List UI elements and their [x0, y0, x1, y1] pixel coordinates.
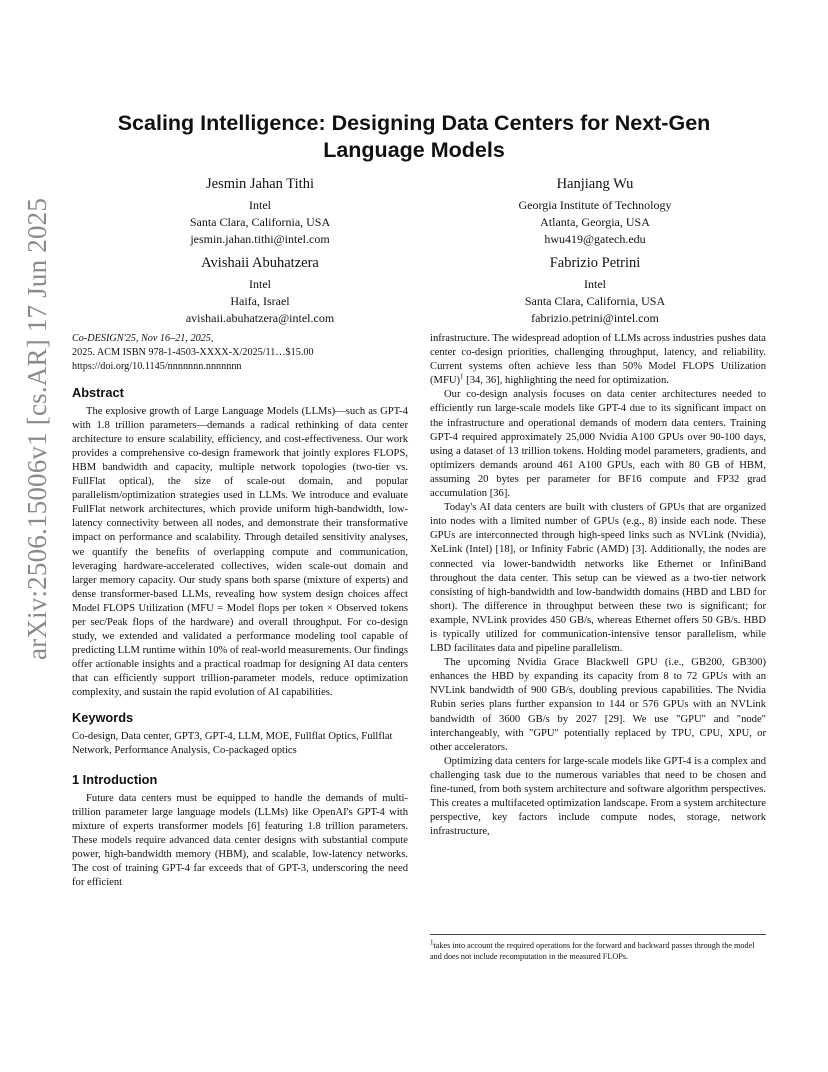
- author-name: Fabrizio Petrini: [549, 255, 641, 271]
- author-affiliation: Georgia Institute of Technology: [518, 198, 672, 212]
- author-affiliation: Intel: [584, 277, 606, 291]
- intro-paragraph: The upcoming Nvidia Grace Blackwell GPU (i.e., GB200, GB300) enhances the HBD by expanding its capacity from 8 to 72 GPUs with an NVLink bandwidth of 900 GB/s, doubling previous capabilities. The Nvidia Rubin series plans further expansion to 144 or 576 GPUs with an NVLink bandwidth of 3600 GB/s by 2027 [29]. We use "GPU" and "node" interchangeably, with "GPU" potentially replaced by TPU, CPU, XPU, or other accelerators.: [430, 657, 766, 753]
- intro-paragraph: [430, 332, 766, 388]
- author-block: [465, 254, 725, 327]
- paragraph-text: infrastructure. The widespread adoption of LLMs across industries pushes data center co-design priorities, challenging throughput, latency, and reliability. Current systems often achieve less than 50% Model FLOPS Utilization (MFU): [430, 333, 766, 387]
- paper-title: Scaling Intelligence: Designing Data Centers for Next-Gen Language Models: [117, 111, 711, 162]
- intro-paragraph: Optimizing data centers for large-scale models like GPT-4 is a complex and challenging task due to the numerous variables that need to be chosen and fine-tuned, from both system architecture and software algorithm perspectives. This creates a multifaceted optimization landscape. From a system architecture perspective, key factors include compute nodes, storage, network infrastructure,: [430, 755, 766, 838]
- arxiv-identifier: arXiv:2506.15006v1 [cs.AR] 17 Jun 2025: [22, 197, 52, 660]
- author-block: [130, 254, 390, 327]
- author-location: Santa Clara, California, USA: [524, 294, 666, 308]
- keywords-text: Co-design, Data center, GPT3, GPT-4, LLM, MOE, Fullflat Optics, Fullflat Network, Performance Analysis, Co-packaged optics: [72, 730, 393, 756]
- paragraph-text: [34, 36], highlighting the need for optimization.: [463, 375, 669, 387]
- conference-doi[interactable]: https://doi.org/10.1145/nnnnnnn.nnnnnnn: [72, 361, 242, 373]
- abstract-heading: Abstract: [72, 384, 124, 400]
- author-affiliation: Intel: [249, 277, 271, 291]
- footnote: [430, 934, 766, 962]
- intro-paragraph: Our co-design analysis focuses on data center architectures needed to efficiently run large-scale models like GPT-4 due to its significant impact on the infrastructure and operational demands of modern data centers. Training GPT-4 required approximately 25,000 Nvidia A100 GPUs over 90-100 days, using a dataset of 13 trillion tokens. Holding model parameters, gradients, and optimizers demands around 461 A100 GPUs, each with 80 GB of HBM, assuming 20 bytes per parameter for BF16 compute and FP32 grad accumulation [36].: [430, 389, 766, 500]
- author-affiliation: Intel: [249, 198, 271, 212]
- conference-venue: Co-DESIGN'25, Nov 16–21, 2025,: [72, 333, 214, 344]
- author-name: Avishaii Abuhatzera: [201, 255, 319, 271]
- author-location: Haifa, Israel: [230, 294, 290, 308]
- introduction-heading: 1 Introduction: [72, 771, 158, 787]
- author-email[interactable]: jesmin.jahan.tithi@intel.com: [190, 232, 330, 246]
- conference-isbn: 2025. ACM ISBN 978-1-4503-XXXX-X/2025/11…$15.00: [72, 347, 314, 359]
- author-name: Hanjiang Wu: [556, 176, 634, 192]
- conference-info: [72, 332, 408, 375]
- left-column: [72, 332, 408, 890]
- author-email[interactable]: avishaii.abuhatzera@intel.com: [185, 311, 335, 325]
- author-block: [130, 175, 390, 248]
- author-location: Santa Clara, California, USA: [189, 215, 331, 229]
- footnote-text: takes into account the required operations for the forward and backward passes through the model and does not include recomputation in the measured FLOPs.: [430, 941, 755, 961]
- author-block: [465, 175, 725, 248]
- author-email[interactable]: fabrizio.petrini@intel.com: [531, 311, 659, 325]
- author-location: Atlanta, Georgia, USA: [540, 215, 650, 229]
- intro-paragraph: Today's AI data centers are built with clusters of GPUs that are organized into nodes with a limited number of GPUs (e.g., 8) inside each node. These GPUs are interconnected through high-speed links such as NVLink (Nvidia), XeLink (Intel) [18], or Infinity Fabric (AMD) [3]. Additionally, the nodes are connected via lower-bandwidth networks like Ethernet or InfiniBand throughout the data center. This setup can be viewed as a two-tier network consisting of high-bandwidth and low-bandwidth domains (HBD and LBD for short). The difference in throughput between these two is significant; for example, NVLink provides 450 GB/s, whereas Ethernet offers 50 GB/s. HBD is typically utilized for communication-intensive tensor parallelism, while LBD facilitates data and pipeline parallelism.: [430, 502, 766, 655]
- keywords-heading: Keywords: [72, 709, 134, 725]
- right-column: [430, 332, 766, 839]
- author-name: Jesmin Jahan Tithi: [206, 176, 314, 192]
- author-email[interactable]: hwu419@gatech.edu: [544, 232, 646, 246]
- intro-paragraph: Future data centers must be equipped to handle the demands of multi-trillion parameter large language models (LLMs) like OpenAI's GPT-4 with mixture of experts transformer models [6] featuring 1.8 trillion parameters. These models require advanced data center designs with substantial compute power, high-bandwidth memory (HBM), and scalable, low-latency networks. The cost of training GPT-4 far exceeds that of GPT-3, underscoring the need for efficient: [72, 792, 408, 889]
- abstract-text: The explosive growth of Large Language Models (LLMs)—such as GPT-4 with 1.8 trillion parameters—demands a radical rethinking of data center architecture to ensure scalability, efficiency, and cost-effectiveness. Our work provides a comprehensive co-design framework that jointly explores FLOPS, HBM bandwidth and capacity, multiple network topologies (two-tier vs. FullFlat optical), the size of scale-out domain, and popular parallelism/optimization strategies used in LLMs. We introduce and evaluate FullFlat network architectures, which provide uniform high-bandwidth, low-latency connectivity between all nodes, and demonstrate their transformative impact on performance and scalability. Through detailed sensitivity analyses, we quantify the benefits of overlapping compute and communication, leveraging hardware-accelerated collectives, widen scale-out domain and larger memory capacity. Our study spans both sparse (mixture of experts) and dense transformer-based LLMs, revealing how system design choices affect Model FLOPS Utilization (MFU = Model flops per token × Observed tokens per sec/Peak flops of the hardware) and overall throughput. For co-design study, we extended and validated a performance modeling tool capable of predicting LLM runtime within 10% of real-world measurements. Our findings offer actionable insights and a practical roadmap for designing AI data centers that can efficiently support trillion-parameter models, reduce optimization complexity, and sustain the rapid evolution of AI capabilities.: [72, 405, 408, 699]
- footnote-number: 1: [430, 938, 434, 947]
- footnote-mark[interactable]: 1: [460, 372, 464, 381]
